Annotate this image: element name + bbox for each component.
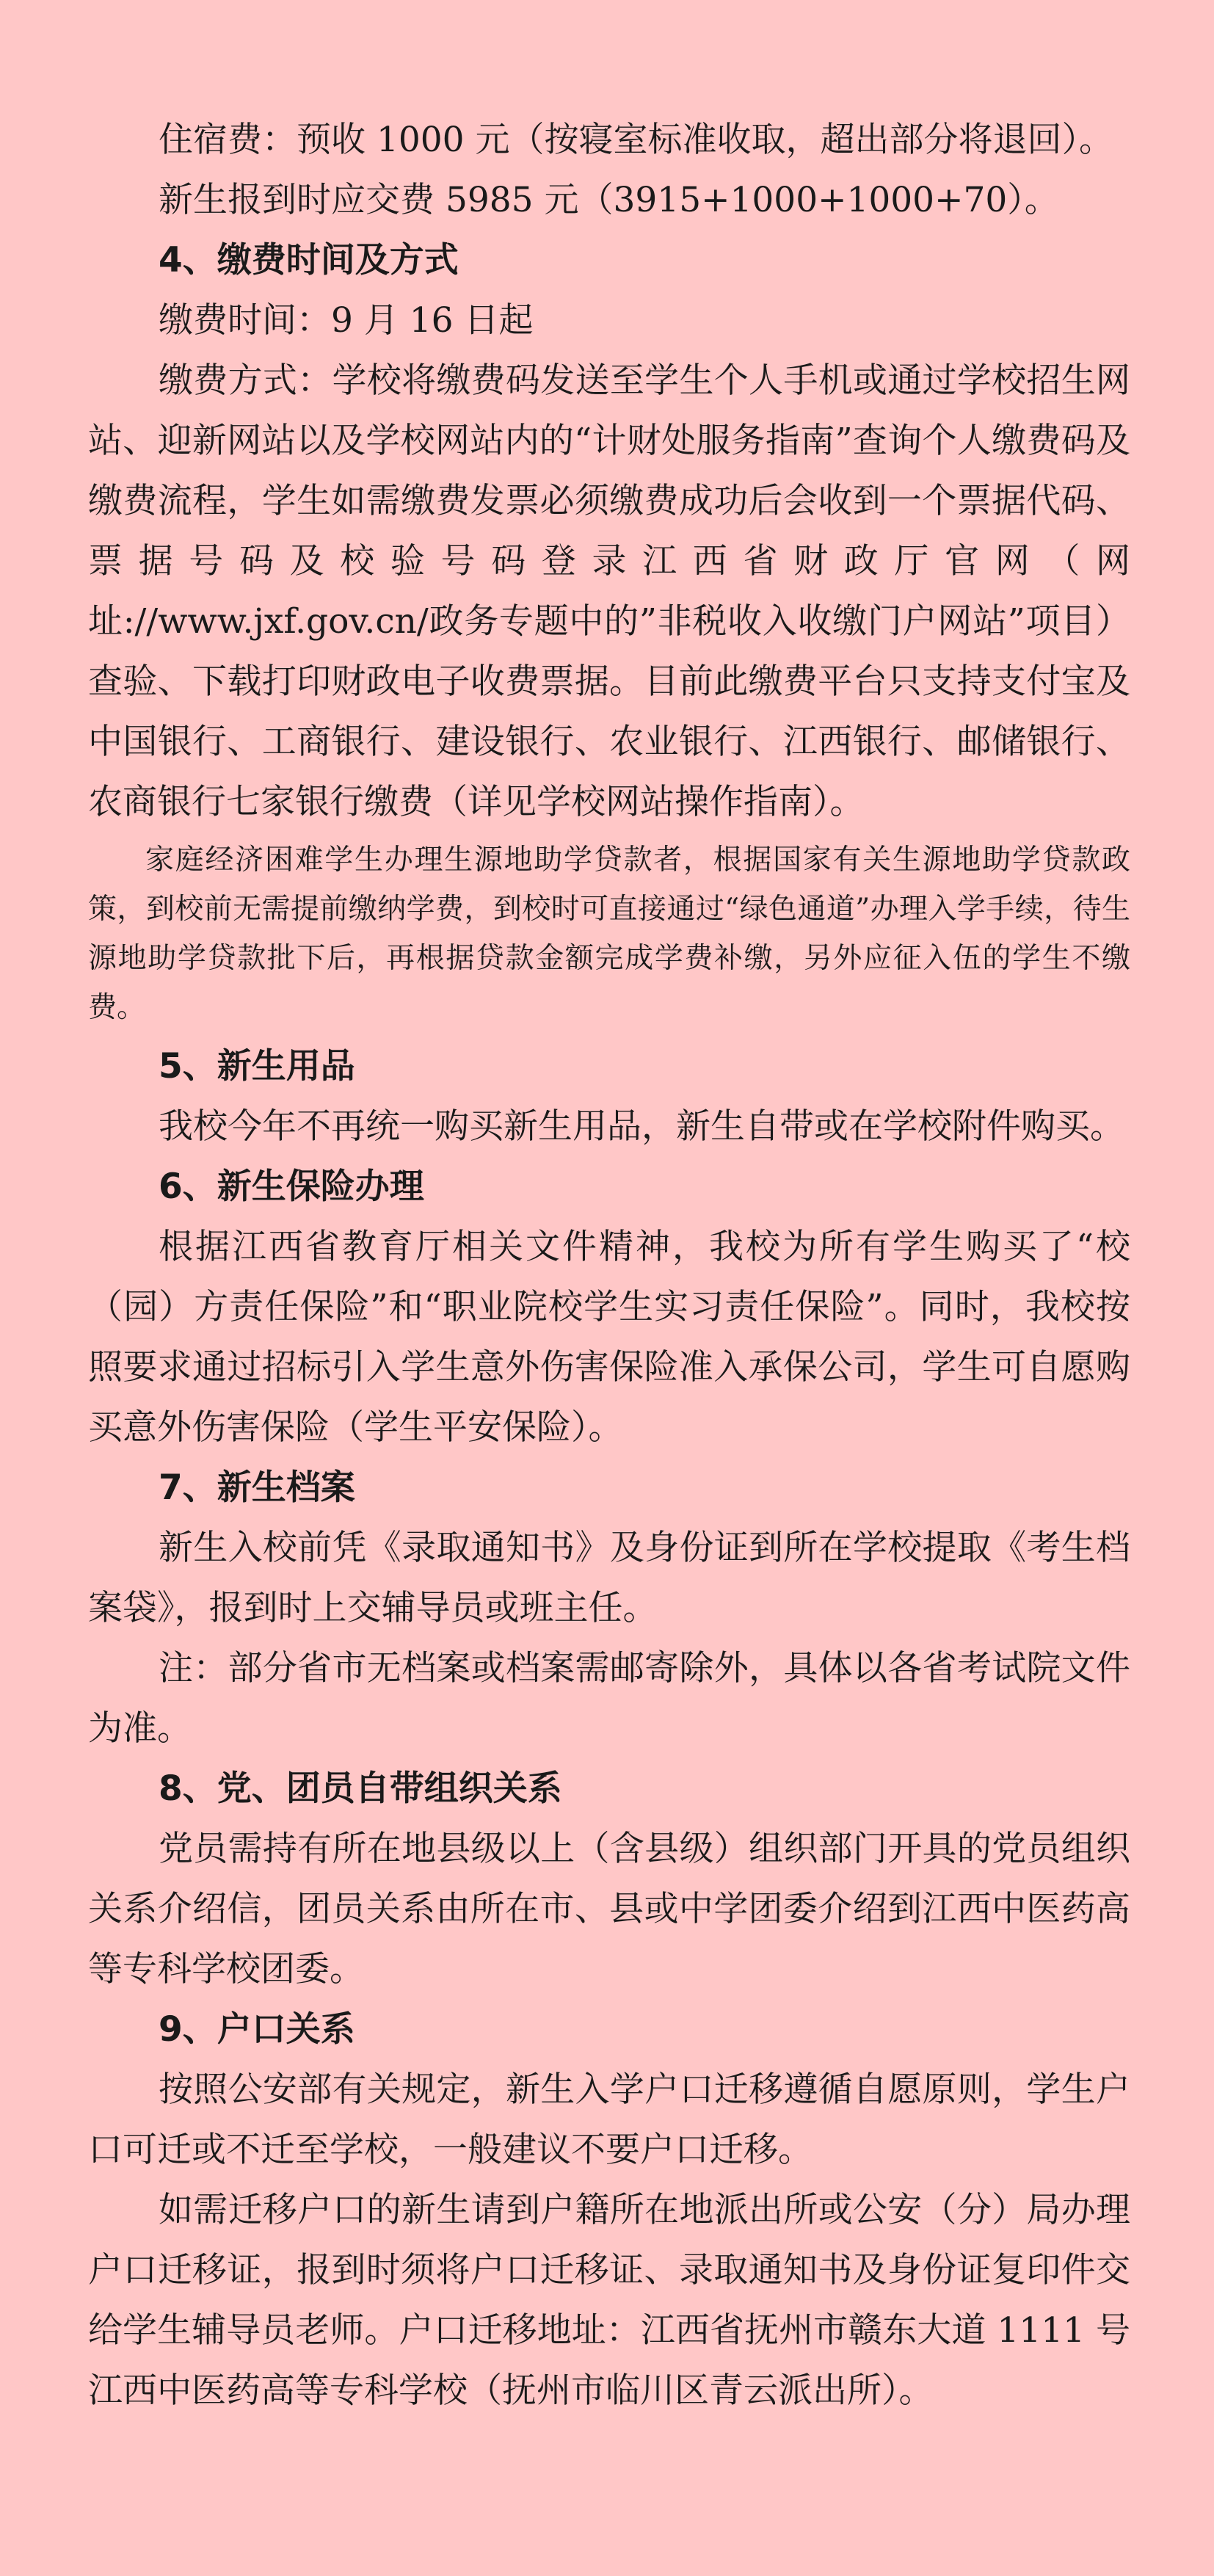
accommodation-fee-text: 住宿费：预收 1000 元（按寝室标准收取，超出部分将退回）。 [159, 120, 1113, 160]
total-fee-text: 新生报到时应交费 5985 元（3915+1000+1000+70）。 [159, 180, 1059, 220]
archive-text: 新生入校前凭《录取通知书》及身份证到所在学校提取《考生档案袋》，报到时上交辅导员或班主任。 [88, 1528, 1130, 1628]
insurance-text: 根据江西省教育厅相关文件精神，我校为所有学生购买了“校（园）方责任保险”和“职业院校学生实习责任保险”。同时，我校按照要求通过招标引入学生意外伤害保险准入承保公司，学生可自愿购买意外伤害保险（学生平安保险）。 [88, 1227, 1130, 1448]
archive-note: 注：部分省市无档案或档案需邮寄除外，具体以各省考试院文件为准。 [88, 1648, 1130, 1749]
section-9-heading: 9、户口关系 [159, 2009, 355, 2050]
section-5-heading: 5、新生用品 [159, 1046, 355, 1086]
party-relations-text: 党员需持有所在地县级以上（含县级）组织部门开具的党员组织关系介绍信，团员关系由所在市、县或中学团委介绍到江西中医药高等专科学校团委。 [88, 1829, 1130, 1989]
section-6-heading: 6、新生保险办理 [159, 1167, 424, 1207]
payment-method-text: 缴费方式：学校将缴费码发送至学生个人手机或通过学校招生网站、迎新网站以及学校网站内的“计财处服务指南”查询个人缴费码及缴费流程，学生如需缴费发票必须缴费成功后会收到一个票据代码、票据号码及校验号码登录江西省财政厅官网（网址://www.jxf.gov.cn/政务专题中的”非税收入收缴门户网站”项目）查验、下载打印财政电子收费票据。目前此缴费平台只支持支付宝及中国银行、工商银行、建设银行、农业银行、江西银行、邮储银行、农商银行七家银行缴费（详见学校网站操作指南）。 [88, 360, 1130, 822]
section-7-heading: 7、新生档案 [159, 1467, 355, 1508]
payment-time-text: 缴费时间：9 月 16 日起 [159, 300, 534, 341]
student-loan-note: 家庭经济困难学生办理生源地助学贷款者，根据国家有关生源地助学贷款政策，到校前无需提前缴纳学费，到校时可直接通过“绿色通道”办理入学手续，待生源地助学贷款批下后，再根据贷款金额完成学费补缴，另外应征入伍的学生不缴费。 [88, 843, 1130, 1024]
supplies-text: 我校今年不再统一购买新生用品，新生自带或在学校附件购买。 [159, 1106, 1124, 1147]
household-registration-text: 按照公安部有关规定，新生入学户口迁移遵循自愿原则，学生户口可迁或不迁至学校，一般建议不要户口迁移。 [88, 2069, 1130, 2170]
section-4-heading: 4、缴费时间及方式 [159, 240, 459, 280]
household-migration-text: 如需迁移户口的新生请到户籍所在地派出所或公安（分）局办理户口迁移证，报到时须将户口迁移证、录取通知书及身份证复印件交给学生辅导员老师。户口迁移地址：江西省抚州市赣东大道 1111 号江西中医药高等专科学校（抚州市临川区青云派出所）。 [88, 2190, 1130, 2411]
section-8-heading: 8、党、团员自带组织关系 [159, 1768, 562, 1809]
document-page [88, 110, 1130, 2421]
